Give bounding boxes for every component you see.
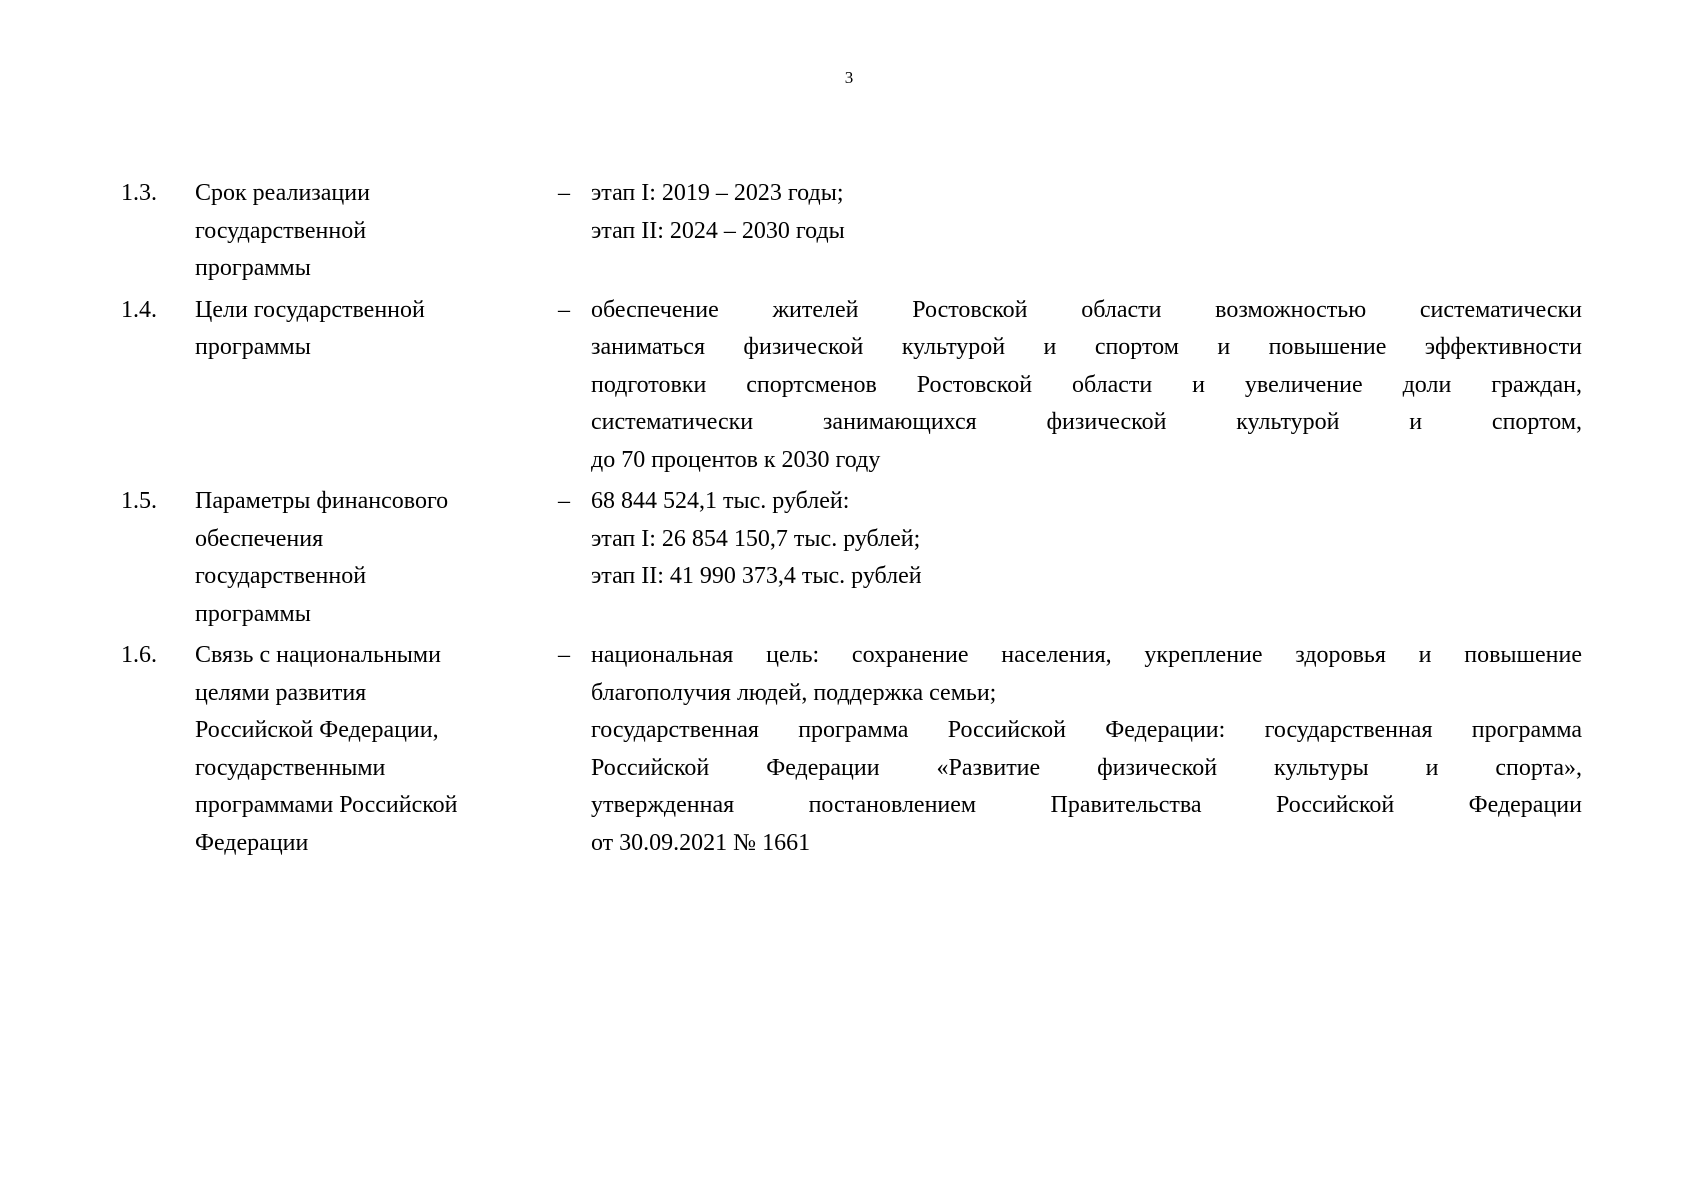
passport-row-1-6 bbox=[121, 637, 1582, 862]
row-name-line: государственными bbox=[195, 754, 386, 781]
row-name-line: целями развития bbox=[195, 679, 367, 706]
row-name bbox=[195, 292, 555, 367]
row-value bbox=[591, 292, 1582, 480]
row-value-line: 68 844 524,1 тыс. рублей: bbox=[591, 488, 850, 514]
row-value bbox=[591, 175, 1582, 250]
passport-row-1-4 bbox=[121, 292, 1582, 480]
row-dash: – bbox=[558, 488, 570, 514]
row-name bbox=[195, 175, 555, 288]
row-value bbox=[591, 483, 1582, 596]
row-number: 1.3. bbox=[121, 180, 157, 206]
row-name-line: Параметры финансового bbox=[195, 488, 449, 514]
row-name-line: обеспечения bbox=[195, 525, 324, 552]
row-number: 1.6. bbox=[121, 642, 157, 668]
row-value-line: Российской Федерации «Развитие физической культуры и спорта», bbox=[591, 754, 1582, 781]
row-name-line: Срок реализации bbox=[195, 180, 370, 206]
row-name-line: программами Российской bbox=[195, 792, 458, 818]
row-name-line: Российской Федерации, bbox=[195, 717, 439, 743]
row-name-line: программы bbox=[195, 255, 311, 281]
row-value-line: утвержденная постановлением Правительства Российской Федерации bbox=[591, 792, 1582, 818]
row-value-line: от 30.09.2021 № 1661 bbox=[591, 829, 811, 856]
row-value-line: этап I: 26 854 150,7 тыс. рублей; bbox=[591, 525, 921, 552]
row-name bbox=[195, 637, 555, 862]
row-name-line: государственной bbox=[195, 217, 367, 244]
row-value-line: благополучия людей, поддержка семьи; bbox=[591, 679, 997, 706]
row-name-line: Цели государственной bbox=[195, 296, 425, 323]
row-value-line: заниматься физической культурой и спортом и повышение эффективности bbox=[591, 334, 1582, 360]
row-name-line: программы bbox=[195, 600, 311, 627]
page-number: 3 bbox=[844, 68, 854, 87]
row-value-line: этап II: 2024 – 2030 годы bbox=[591, 217, 845, 244]
row-dash: – bbox=[558, 180, 570, 206]
row-value-line: государственная программа Российской Федерации: государственная программа bbox=[591, 717, 1582, 743]
row-value-line: этап I: 2019 – 2023 годы; bbox=[591, 180, 844, 206]
row-number: 1.4. bbox=[121, 296, 157, 323]
passport-row-1-5 bbox=[121, 483, 1577, 633]
row-name-line: Федерации bbox=[195, 829, 309, 856]
row-value-line: подготовки спортсменов Ростовской области и увеличение доли граждан, bbox=[591, 371, 1582, 398]
row-value-line: обеспечение жителей Ростовской области возможностью систематически bbox=[591, 296, 1582, 323]
row-value-line: до 70 процентов к 2030 году bbox=[591, 446, 881, 473]
row-name-line: государственной bbox=[195, 563, 367, 589]
row-name-line: программы bbox=[195, 334, 311, 360]
row-dash: – bbox=[558, 642, 570, 668]
row-number: 1.5. bbox=[121, 488, 157, 514]
passport-row-1-3 bbox=[121, 175, 1577, 288]
row-name-line: Связь с национальными bbox=[195, 642, 441, 668]
row-value-line: национальная цель: сохранение населения, укрепление здоровья и повышение bbox=[591, 642, 1582, 668]
row-value-line: этап II: 41 990 373,4 тыс. рублей bbox=[591, 563, 922, 589]
row-dash: – bbox=[558, 296, 570, 323]
row-value-line: систематически занимающихся физической культурой и спортом, bbox=[591, 409, 1582, 435]
row-value bbox=[591, 637, 1582, 862]
program-passport-table bbox=[121, 175, 1582, 866]
row-name bbox=[195, 483, 555, 633]
